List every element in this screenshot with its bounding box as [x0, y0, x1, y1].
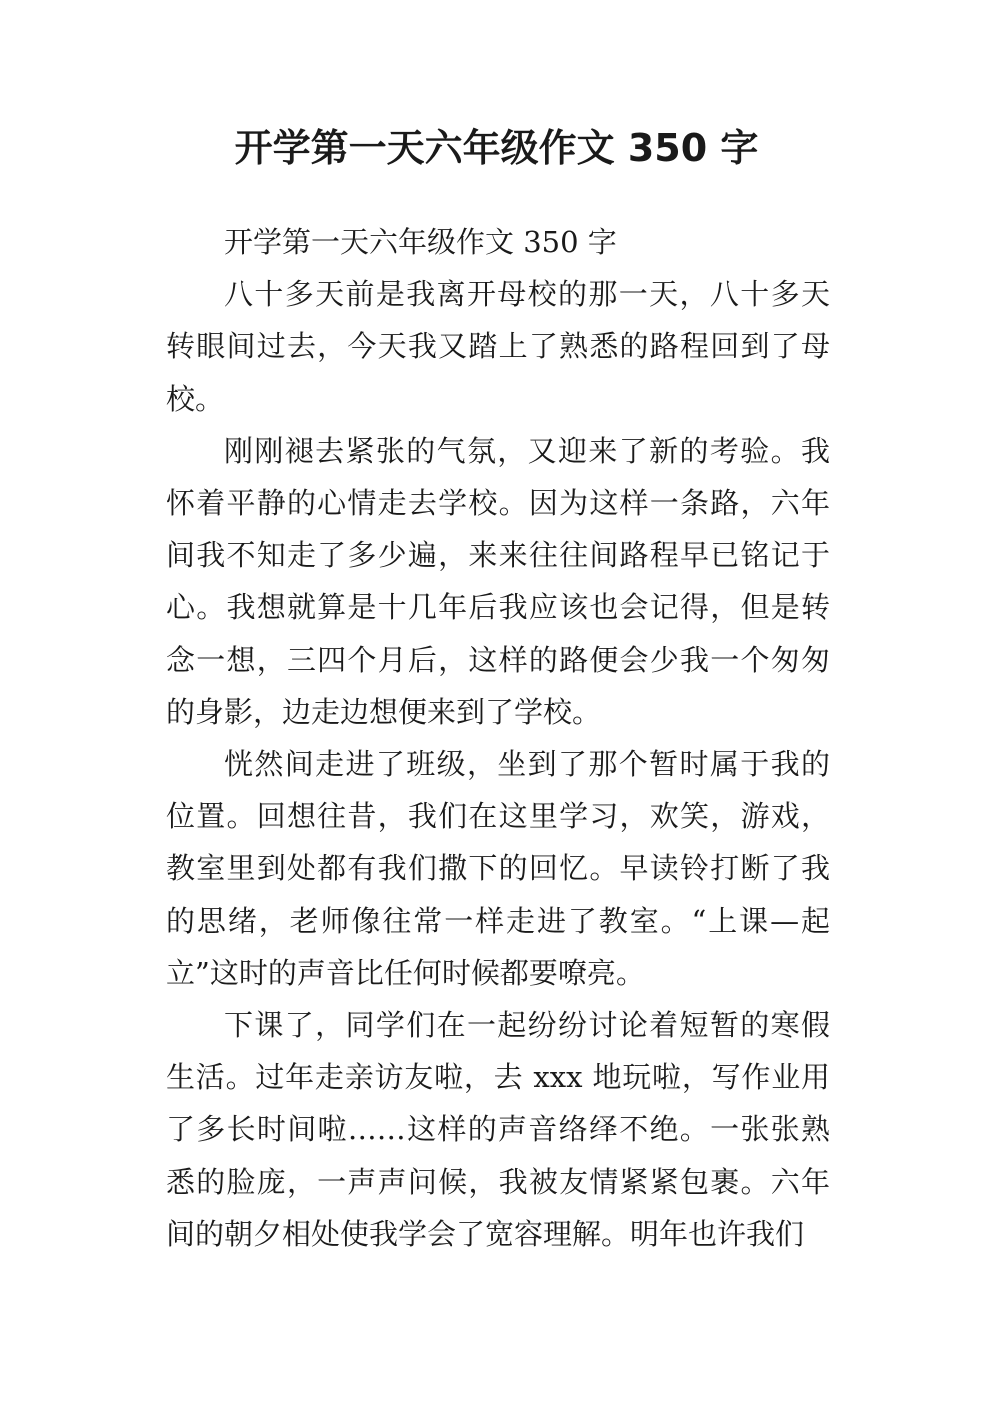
paragraph-3: 恍然间走进了班级，坐到了那个暂时属于我的位置。回想往昔，我们在这里学习，欢笑，游戏，教室里到处都有我们撒下的回忆。早读铃打断了我的思绪，老师像往常一样走进了教室。“上课—起立”这时的声音比任何时候都要嘹亮。	[166, 747, 830, 990]
paragraph-2: 刚刚褪去紧张的气氛，又迎来了新的考验。我怀着平静的心情走去学校。因为这样一条路，六年间我不知走了多少遍，来来往往间路程早已铭记于心。我想就算是十几年后我应该也会记得，但是转念一想，三四个月后，这样的路便会少我一个匆匆的身影，边走边想便来到了学校。	[166, 433, 830, 729]
paragraph-1: 八十多天前是我离开母校的那一天，八十多天转眼间过去，今天我又踏上了熟悉的路程回到了母校。	[166, 277, 830, 416]
document-title: 开学第一天六年级作文 350 字	[234, 126, 759, 170]
document-body	[166, 216, 830, 1260]
paragraph-4: 下课了，同学们在一起纷纷讨论着短暂的寒假生活。过年走亲访友啦，去 xxx 地玩啦，写作业用了多长时间啦……这样的声音络绎不绝。一张张熟悉的脸庞，一声声问候，我被友情紧紧包裹。六年间的朝夕相处使我学会了宽容理解。明年也许我们	[166, 1008, 830, 1251]
paragraph-subtitle: 开学第一天六年级作文 350 字	[224, 225, 617, 259]
